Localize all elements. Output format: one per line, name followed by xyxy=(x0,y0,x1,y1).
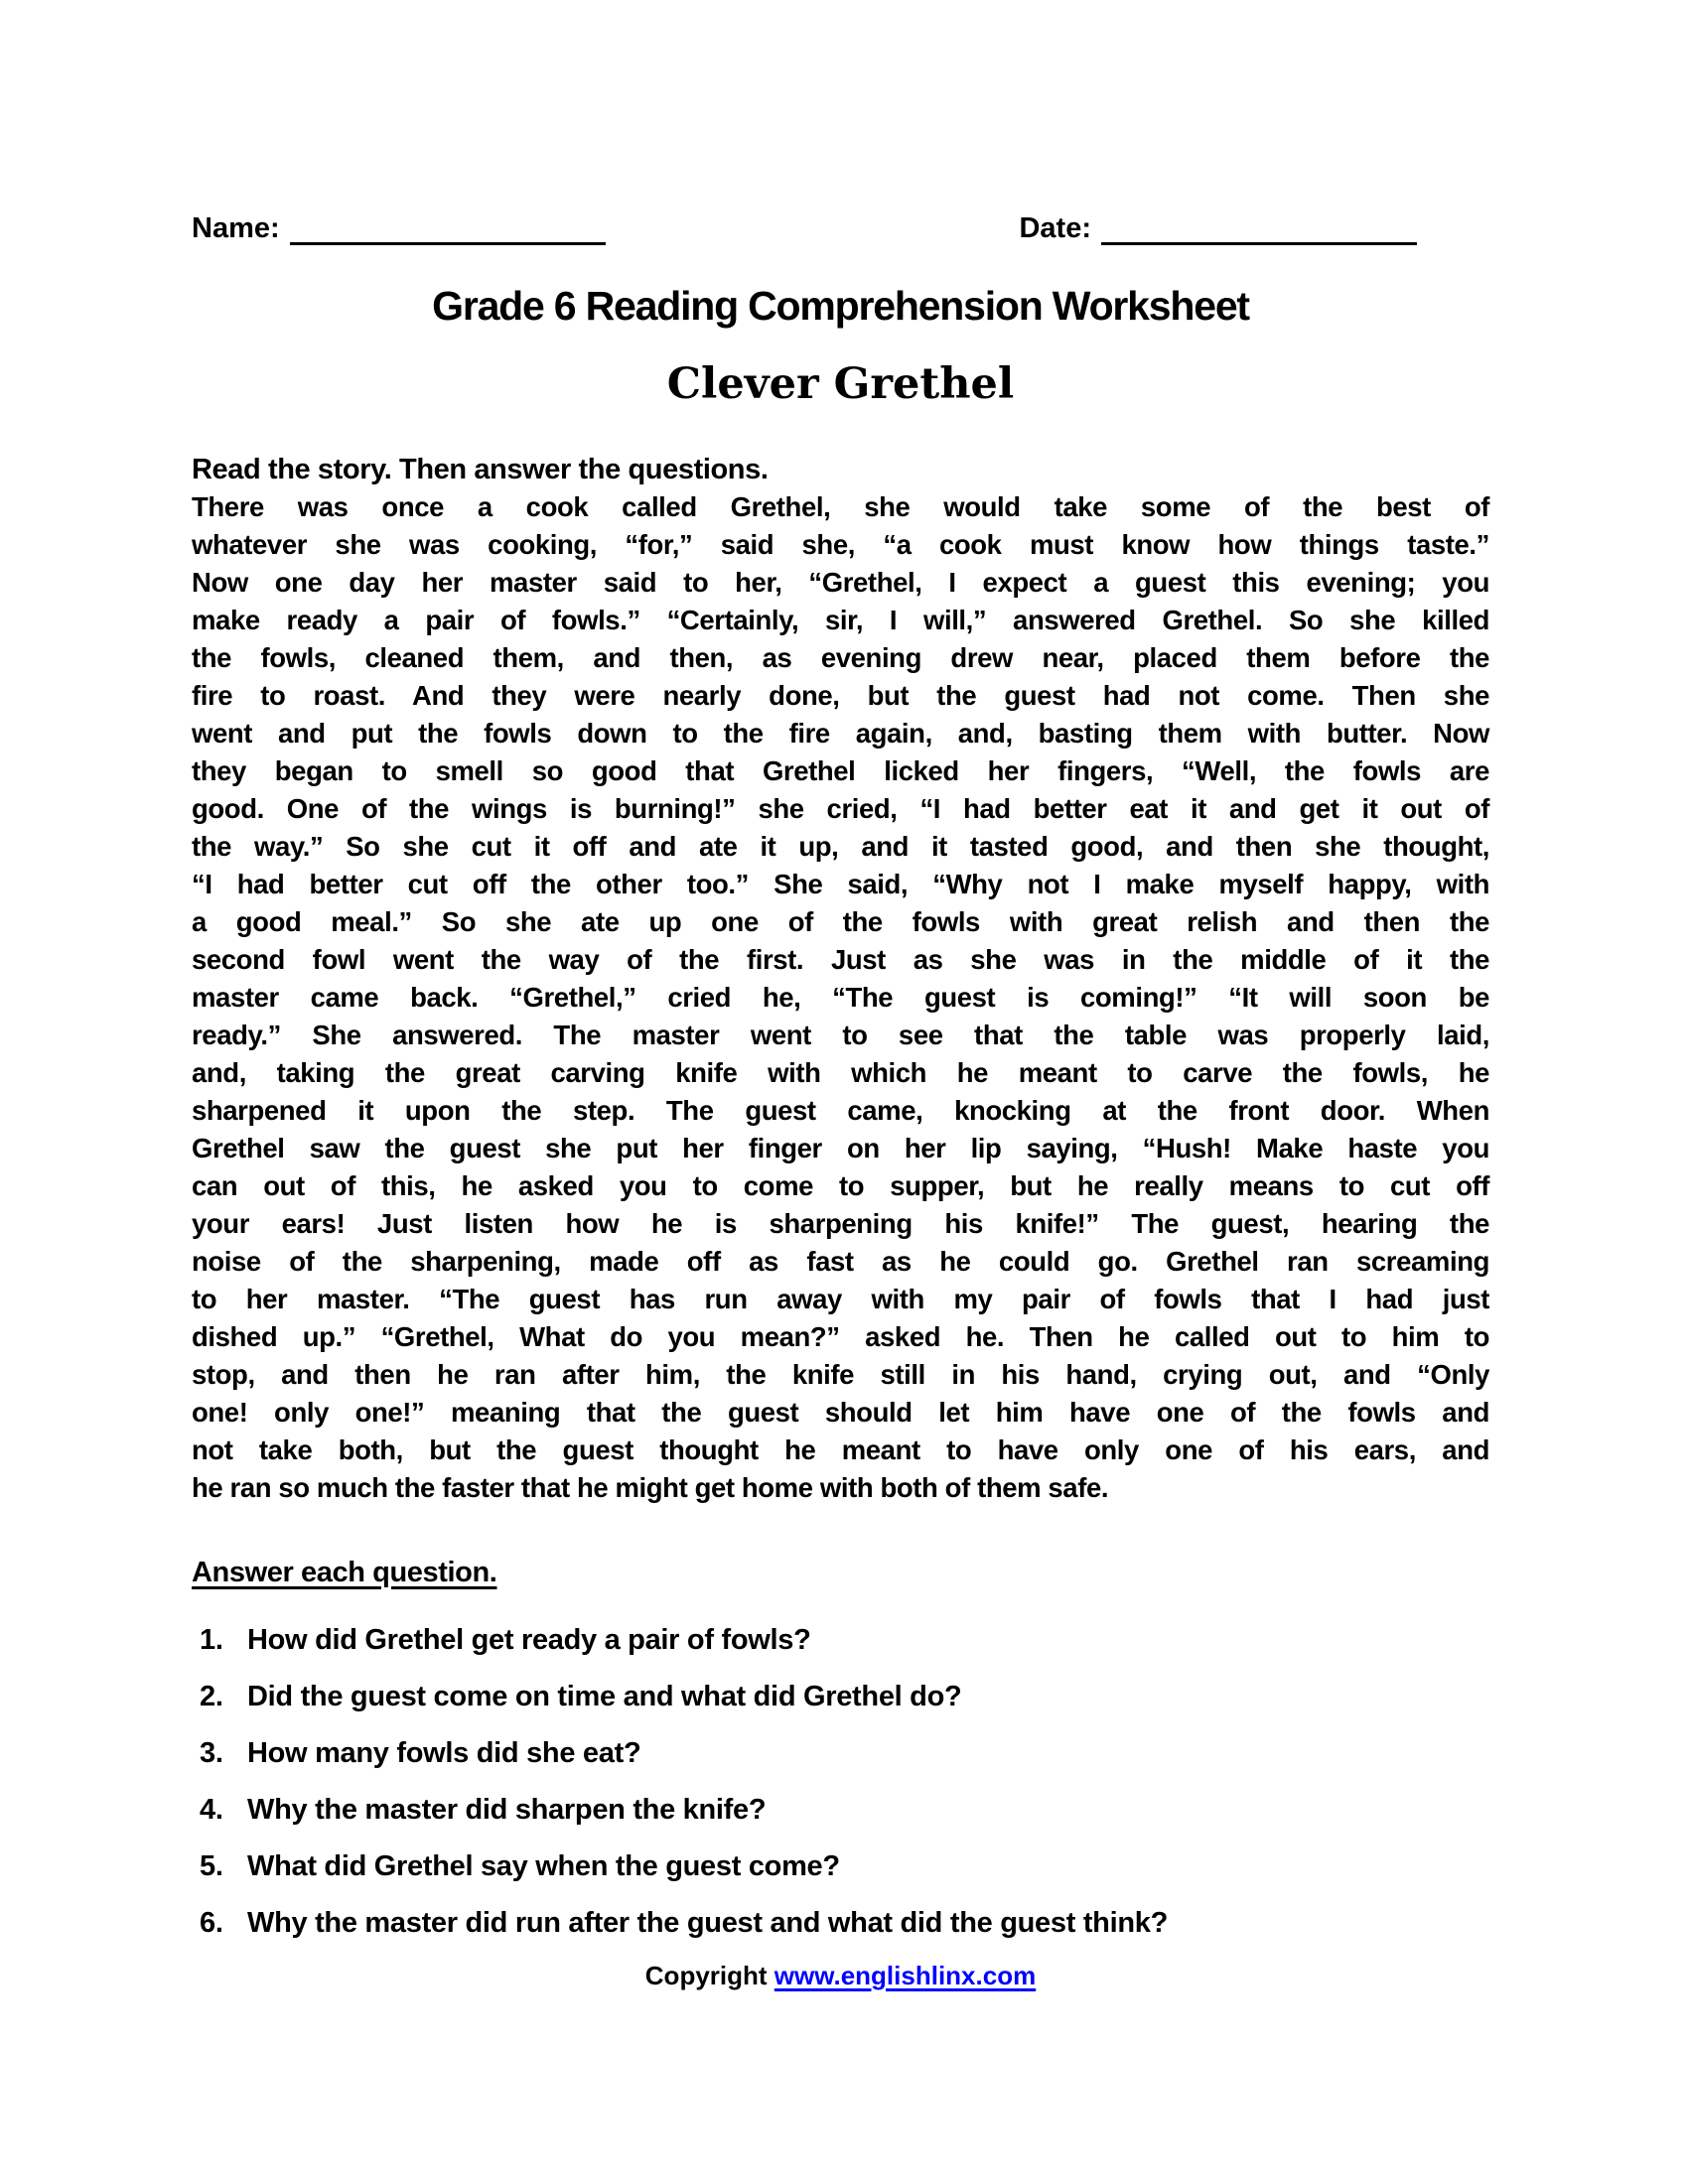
name-blank-line xyxy=(290,211,606,245)
question-item xyxy=(192,1847,1489,1885)
question-text: Did the guest come on time and what did Grethel do? xyxy=(247,1681,962,1712)
story-line: the way.” So she cut it off and ate it up, and it tasted good, and then she thought, xyxy=(192,831,1489,862)
story-line: There was once a cook called Grethel, she would take some of the best of xyxy=(192,491,1489,522)
name-label: Name: xyxy=(192,212,280,244)
question-item xyxy=(192,1621,1489,1659)
story-paragraph xyxy=(192,488,1489,1507)
question-item xyxy=(192,1734,1489,1772)
story-line: “I had better cut off the other too.” She said, “Why not I make myself happy, with xyxy=(192,869,1489,899)
story-line: noise of the sharpening, made off as fast as he could go. Grethel ran screaming xyxy=(192,1246,1489,1277)
question-number: 4. xyxy=(200,1794,223,1826)
story-line: fire to roast. And they were nearly done, but the guest had not come. Then she xyxy=(192,680,1489,711)
question-list xyxy=(192,1621,1489,1942)
answer-section xyxy=(192,1507,1489,1942)
story-line: one! only one!” meaning that the guest should let him have one of the fowls and xyxy=(192,1397,1489,1428)
story-line: they began to smell so good that Grethel licked her fingers, “Well, the fowls are xyxy=(192,755,1489,786)
story-justified-lines xyxy=(192,488,1489,1469)
story-line: ready.” She answered. The master went to see that the table was properly laid, xyxy=(192,1020,1489,1050)
question-text: Why the master did run after the guest and what did the guest think? xyxy=(247,1907,1169,1939)
story-line: sharpened it upon the step. The guest came, knocking at the front door. When xyxy=(192,1095,1489,1126)
question-text: How many fowls did she eat? xyxy=(247,1737,641,1769)
story-last-line: he ran so much the faster that he might get home with both of them safe. xyxy=(192,1472,1109,1503)
story-line: good. One of the wings is burning!” she cried, “I had better eat it and get it out of xyxy=(192,793,1489,824)
story-instruction: Read the story. Then answer the questions. xyxy=(192,454,769,485)
date-blank-line xyxy=(1101,211,1417,245)
worksheet-title: Grade 6 Reading Comprehension Worksheet xyxy=(432,283,1249,329)
question-number: 3. xyxy=(200,1737,223,1769)
story-line: make ready a pair of fowls.” “Certainly, sir, I will,” answered Grethel. So she killed xyxy=(192,605,1489,635)
story-line: stop, and then he ran after him, the knife still in his hand, crying out, and “Only xyxy=(192,1359,1489,1390)
story-line: master came back. “Grethel,” cried he, “The guest is coming!” “It will soon be xyxy=(192,982,1489,1013)
question-item xyxy=(192,1791,1489,1829)
question-text: What did Grethel say when the guest come? xyxy=(247,1850,840,1882)
answer-heading: Answer each question. xyxy=(192,1557,497,1588)
question-item xyxy=(192,1678,1489,1715)
date-field-group xyxy=(1019,211,1417,245)
name-date-row xyxy=(192,202,1489,245)
story-line: Grethel saw the guest she put her finger on her lip saying, “Hush! Make haste you xyxy=(192,1133,1489,1163)
copyright-label: Copyright xyxy=(644,1961,768,1990)
story-line: whatever she was cooking, “for,” said she, “a cook must know how things taste.” xyxy=(192,529,1489,560)
footer xyxy=(192,1961,1489,1991)
name-field-group xyxy=(192,211,606,245)
story-line: your ears! Just listen how he is sharpening his knife!” The guest, hearing the xyxy=(192,1208,1489,1239)
question-text: Why the master did sharpen the knife? xyxy=(247,1794,767,1826)
question-text: How did Grethel get ready a pair of fowls? xyxy=(247,1624,811,1656)
question-number: 6. xyxy=(200,1907,223,1939)
question-number: 2. xyxy=(200,1681,223,1712)
story-title: Clever Grethel xyxy=(666,359,1015,409)
question-number: 5. xyxy=(200,1850,223,1882)
story-line: not take both, but the guest thought he meant to have only one of his ears, and xyxy=(192,1434,1489,1465)
story-line: second fowl went the way of the first. Just as she was in the middle of it the xyxy=(192,944,1489,975)
story-line: the fowls, cleaned them, and then, as evening drew near, placed them before the xyxy=(192,642,1489,673)
question-number: 1. xyxy=(200,1624,223,1656)
story-line: and, taking the great carving knife with which he meant to carve the fowls, he xyxy=(192,1057,1489,1088)
date-label: Date: xyxy=(1019,212,1091,244)
story-line: to her master. “The guest has run away with my pair of fowls that I had just xyxy=(192,1284,1489,1314)
story-line: a good meal.” So she ate up one of the fowls with great relish and then the xyxy=(192,906,1489,937)
story-line: Now one day her master said to her, “Grethel, I expect a guest this evening; you xyxy=(192,567,1489,598)
story-line: dished up.” “Grethel, What do you mean?” asked he. Then he called out to him to xyxy=(192,1321,1489,1352)
story-line: can out of this, he asked you to come to supper, but he really means to cut off xyxy=(192,1170,1489,1201)
story-line: went and put the fowls down to the fire again, and, basting them with butter. Now xyxy=(192,718,1489,749)
question-item xyxy=(192,1904,1489,1942)
copyright-link[interactable]: www.englishlinx.com xyxy=(774,1961,1037,1990)
